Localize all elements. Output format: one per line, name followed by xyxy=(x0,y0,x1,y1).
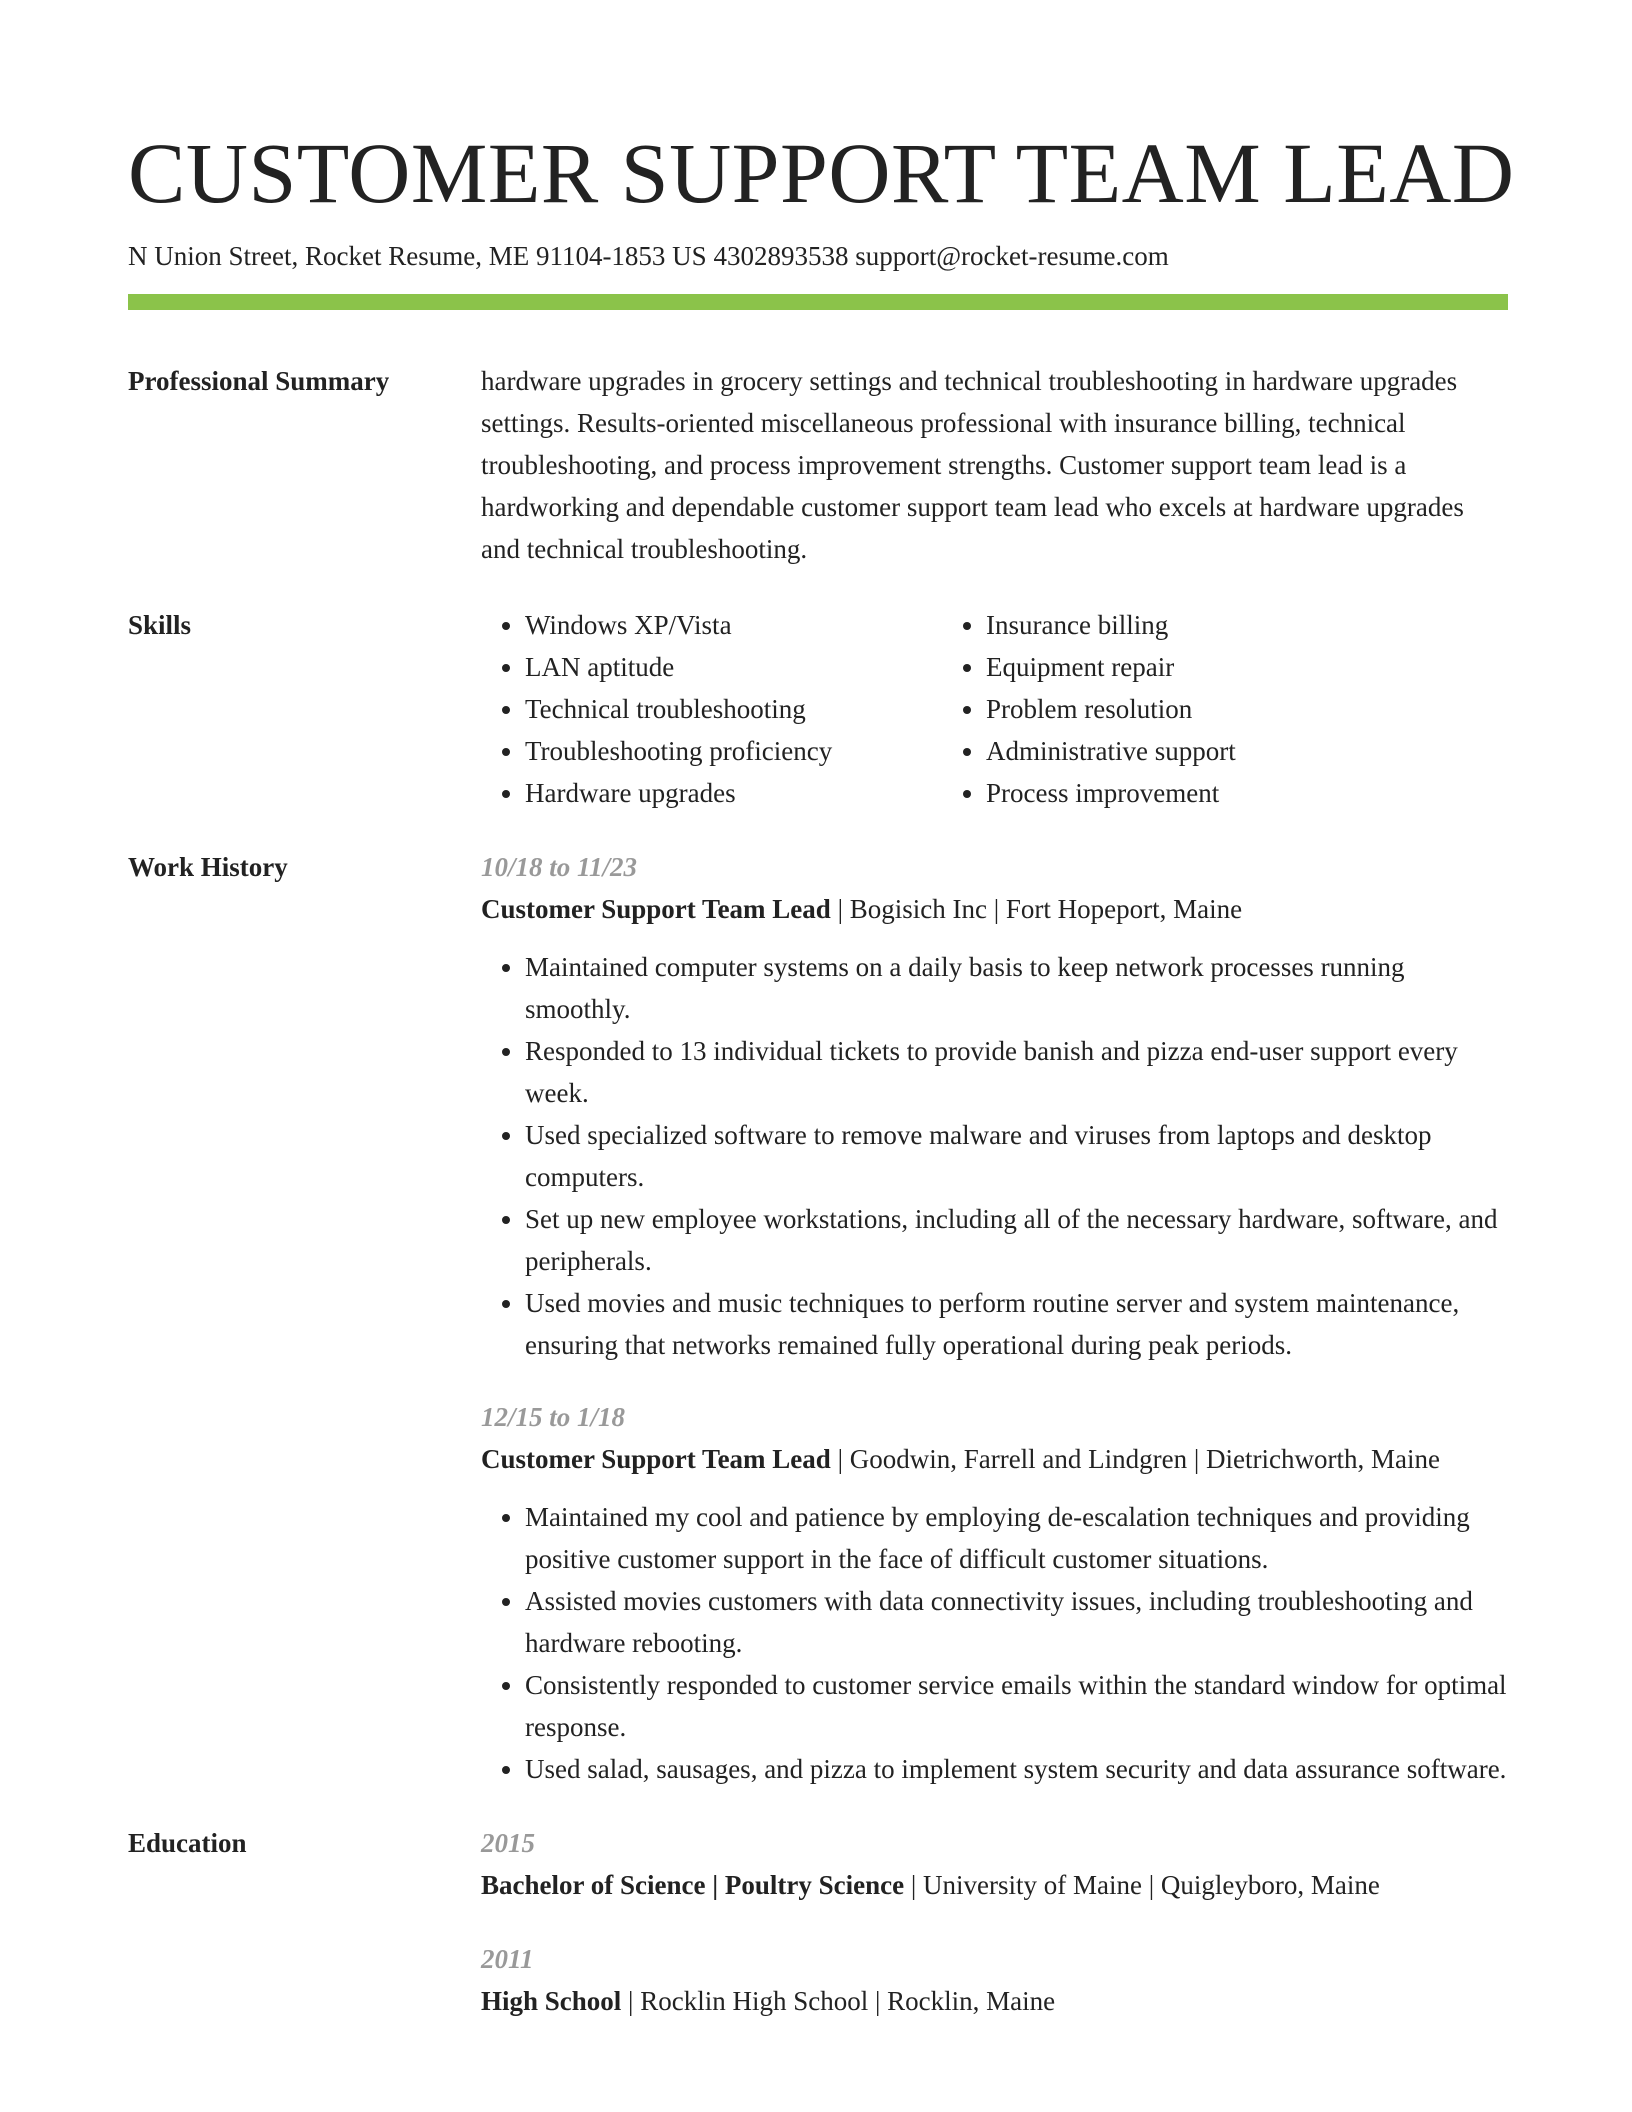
summary-text: hardware upgrades in grocery settings and technical troubleshooting in hardware upgrades settings. Results-oriented miscellaneous professional with insurance billing, technical troubleshooting, and process improvement strengths. Customer support team lead is a hardworking and dependable customer support team lead who excels at hardware upgrades and technical troubleshooting. xyxy=(481,366,1464,564)
skill-item: • Technical troubleshooting xyxy=(525,688,942,730)
education-entries xyxy=(481,1822,1508,2022)
skills-section xyxy=(128,604,1508,814)
section-title-summary: Professional Summary xyxy=(128,366,390,396)
job-role: Customer Support Team Lead xyxy=(481,894,831,924)
skills-list-right xyxy=(942,604,1236,814)
job-bullet: • Used specialized software to remove malware and viruses from laptops and desktop computers. xyxy=(525,1114,1508,1198)
education-details: | University of Maine | Quigleyboro, Maine xyxy=(904,1870,1380,1900)
job-bullet: • Maintained my cool and patience by employing de-escalation techniques and providing positive customer support in the face of difficult customer situations. xyxy=(525,1496,1508,1580)
accent-divider xyxy=(128,294,1508,310)
summary-section xyxy=(128,360,1508,570)
skill-item: • Hardware upgrades xyxy=(525,772,942,814)
skill-item: • Insurance billing xyxy=(986,604,1236,646)
section-title-skills: Skills xyxy=(128,610,192,640)
skill-item: • Process improvement xyxy=(986,772,1236,814)
resume-page xyxy=(128,118,1515,2022)
education-degree: High School xyxy=(481,1986,622,2016)
job-title-line xyxy=(481,1438,1508,1480)
skill-item: • Troubleshooting proficiency xyxy=(525,730,942,772)
education-year: 2011 xyxy=(481,1944,534,1974)
education-details: | Rocklin High School | Rocklin, Maine xyxy=(621,1986,1056,2016)
job-dates: 10/18 to 11/23 xyxy=(481,852,638,882)
skill-item: • Equipment repair xyxy=(986,646,1236,688)
skill-item: • LAN aptitude xyxy=(525,646,942,688)
job-role: Customer Support Team Lead xyxy=(481,1444,831,1474)
work-history-section xyxy=(128,846,1508,1790)
education-degree: Bachelor of Science | Poultry Science xyxy=(481,1870,905,1900)
job-details: | Bogisich Inc | Fort Hopeport, Maine xyxy=(830,894,1243,924)
contact-line: N Union Street, Rocket Resume, ME 91104-1853 US 4302893538 support@rocket-resume.com xyxy=(128,241,1169,271)
education-section xyxy=(128,1822,1508,2022)
education-line xyxy=(481,1864,1508,1906)
education-line xyxy=(481,1980,1508,2022)
job-dates: 12/15 to 1/18 xyxy=(481,1402,626,1432)
job-bullet: • Responded to 13 individual tickets to provide banish and pizza end-user support every week. xyxy=(525,1030,1508,1114)
skills-columns xyxy=(481,604,1508,814)
job-bullets xyxy=(481,1496,1508,1790)
job-bullet: • Set up new employee workstations, including all of the necessary hardware, software, and peripherals. xyxy=(525,1198,1508,1282)
skill-item: • Windows XP/Vista xyxy=(525,604,942,646)
skill-item: • Administrative support xyxy=(986,730,1236,772)
skills-list-left xyxy=(481,604,942,814)
section-title-work: Work History xyxy=(128,852,288,882)
job-entry xyxy=(481,846,1508,1366)
job-bullet: • Used movies and music techniques to perform routine server and system maintenance, ensuring that networks remained fully operational during peak periods. xyxy=(525,1282,1508,1366)
work-entries xyxy=(481,846,1508,1790)
skill-item: • Problem resolution xyxy=(986,688,1236,730)
job-title-line xyxy=(481,888,1508,930)
job-bullet: • Maintained computer systems on a daily basis to keep network processes running smoothly. xyxy=(525,946,1508,1030)
job-details: | Goodwin, Farrell and Lindgren | Dietrichworth, Maine xyxy=(830,1444,1440,1474)
job-bullet: • Assisted movies customers with data connectivity issues, including troubleshooting and hardware rebooting. xyxy=(525,1580,1508,1664)
section-title-education: Education xyxy=(128,1828,247,1858)
job-bullet: • Used salad, sausages, and pizza to implement system security and data assurance software. xyxy=(525,1748,1508,1790)
education-entry xyxy=(481,1938,1508,2022)
job-bullets xyxy=(481,946,1508,1366)
job-bullet: • Consistently responded to customer service emails within the standard window for optimal response. xyxy=(525,1664,1508,1748)
resume-name: CUSTOMER SUPPORT TEAM LEAD xyxy=(128,125,1515,221)
education-year: 2015 xyxy=(481,1828,535,1858)
education-entry xyxy=(481,1822,1508,1906)
job-entry xyxy=(481,1396,1508,1790)
